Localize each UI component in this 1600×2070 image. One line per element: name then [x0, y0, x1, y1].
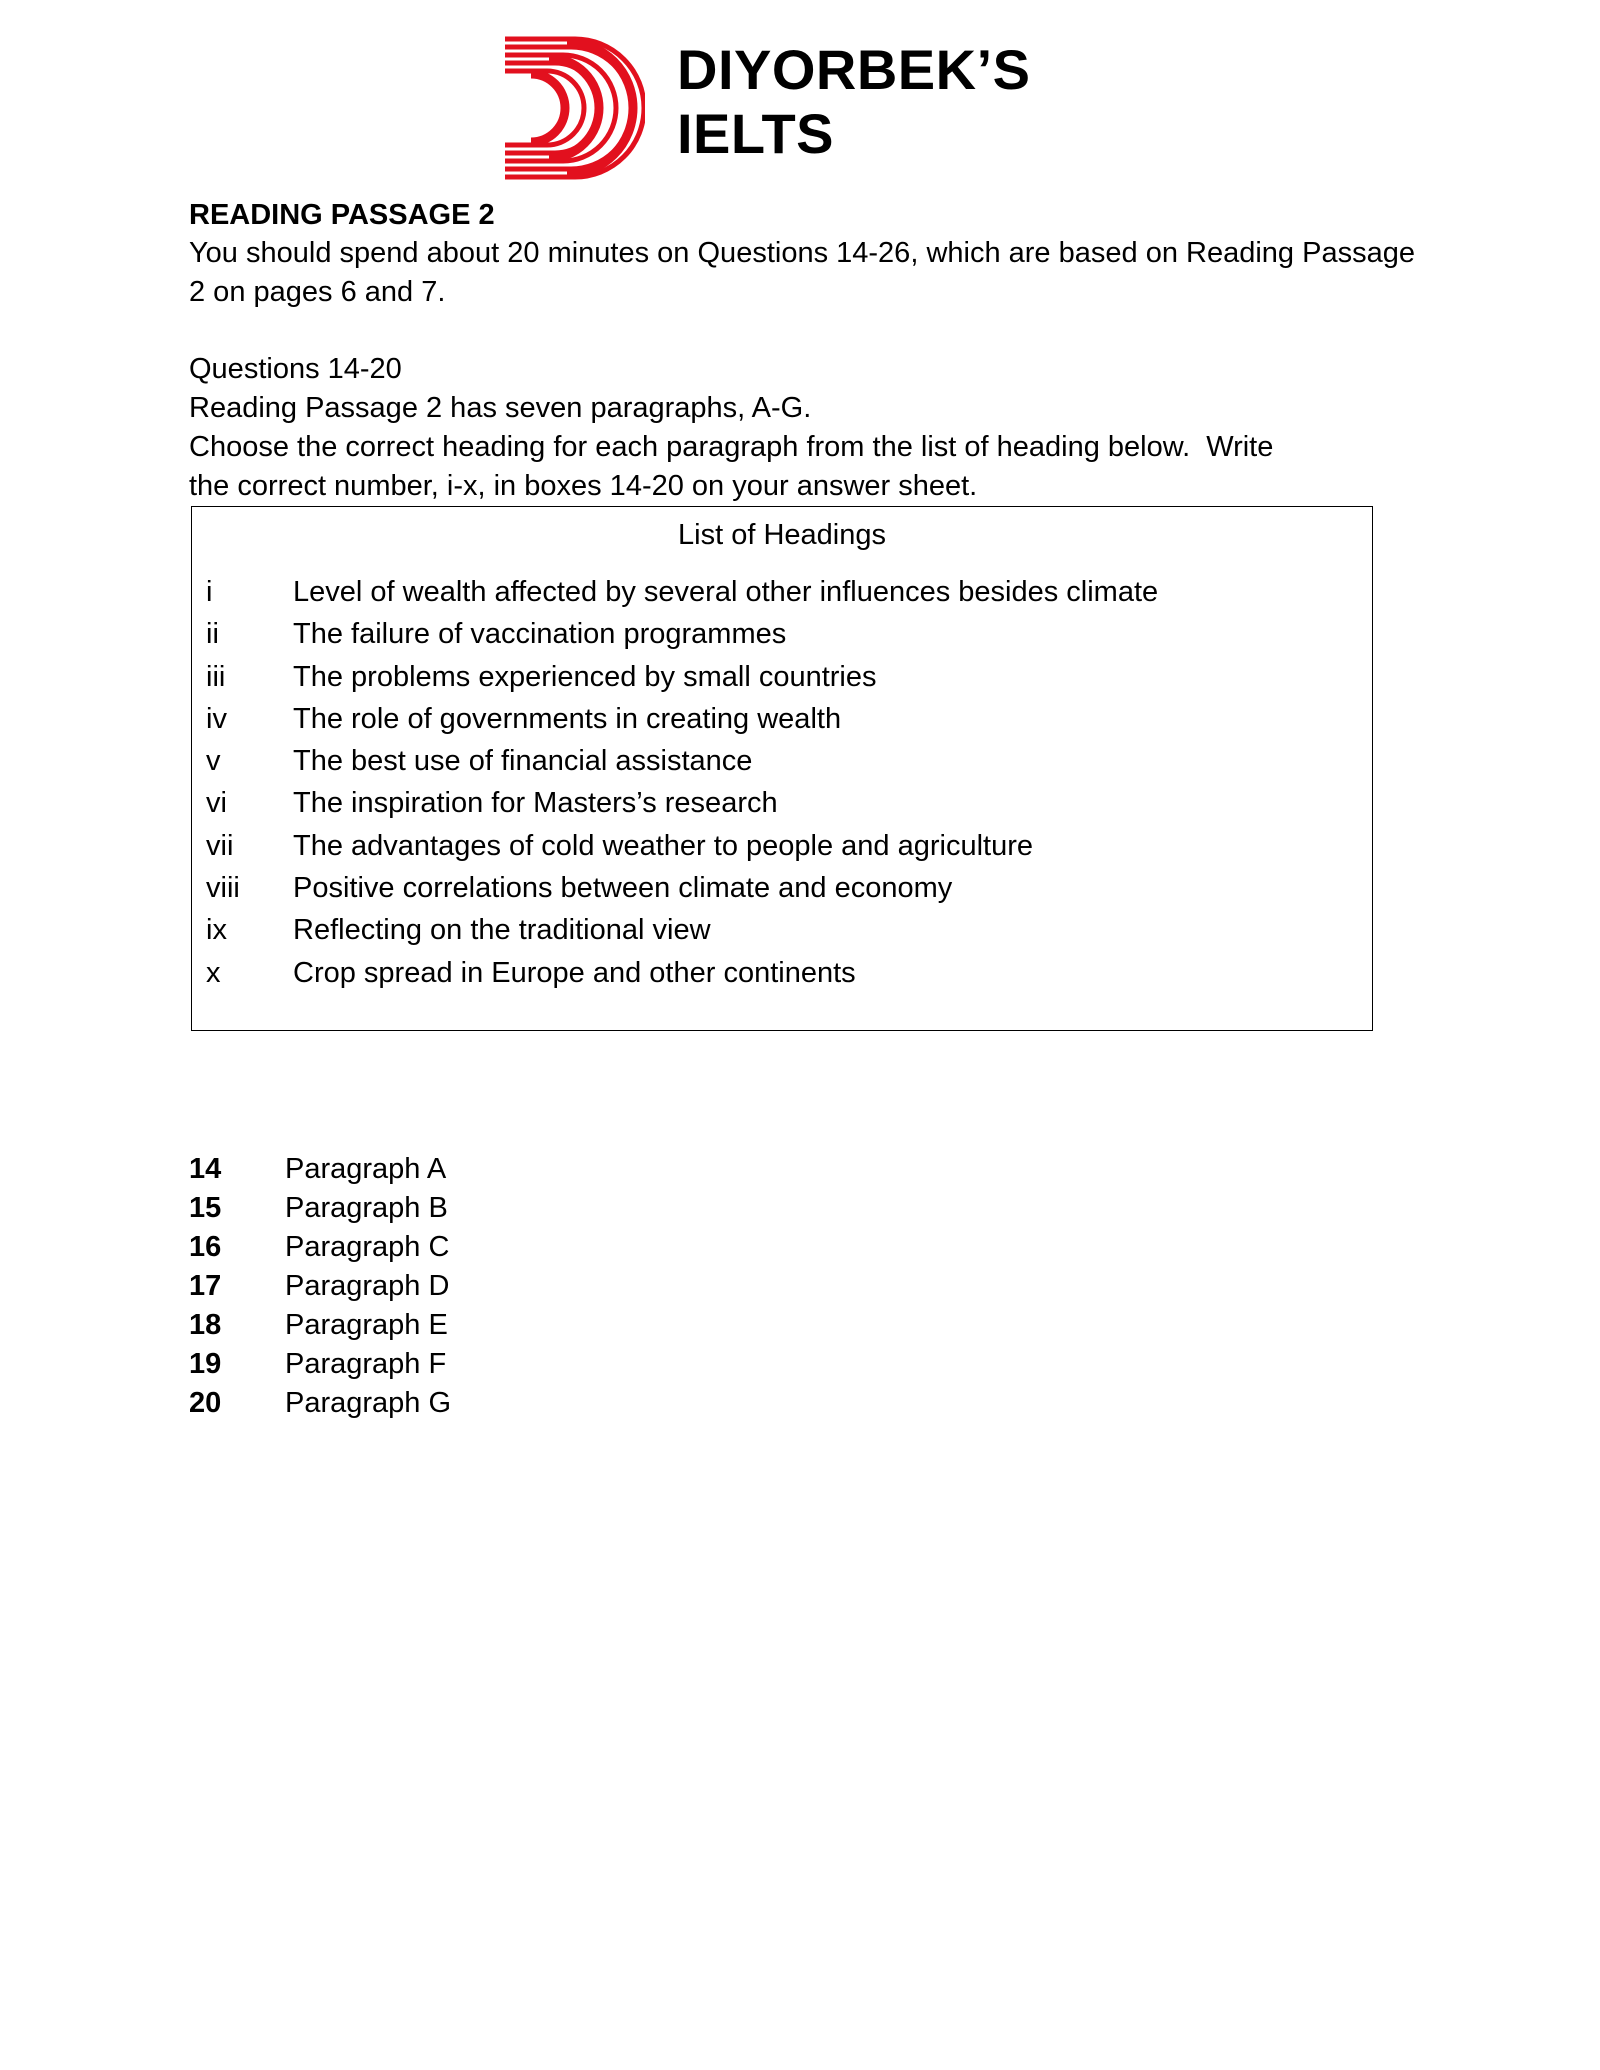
heading-text: Level of wealth affected by several other influences besides climate [293, 576, 1159, 608]
logo-wordmark [677, 38, 1031, 166]
heading-text: Crop spread in Europe and other continents [293, 956, 856, 989]
heading-number: viii [206, 872, 240, 905]
intro-instructions: You should spend about 20 minutes on Questions 14-26, which are based on Reading Passage 2 on pages 6 and 7. [189, 237, 1415, 308]
paragraph-label: Paragraph E [285, 1309, 448, 1341]
heading-number: iii [206, 660, 226, 693]
logo-line-2: IELTS [677, 102, 835, 165]
heading-number: ii [206, 618, 219, 651]
question-number: 15 [189, 1192, 222, 1224]
heading-number: ix [206, 914, 227, 947]
paragraph-label: Paragraph A [285, 1153, 447, 1185]
questions-range: Questions 14-20 [189, 353, 402, 385]
instruction-line: Reading Passage 2 has seven paragraphs, A-G. [189, 392, 812, 424]
list-of-headings-box [191, 506, 1373, 1031]
paragraph-label: Paragraph F [285, 1348, 447, 1380]
logo-arcs-icon [505, 36, 645, 181]
logo-line-1: DIYORBEK’S [677, 38, 1031, 101]
question-number: 18 [189, 1309, 222, 1341]
heading-text: Positive correlations between climate and economy [293, 872, 953, 905]
heading-text: Reflecting on the traditional view [293, 914, 711, 947]
instruction-line: Choose the correct heading for each paragraph from the list of heading below. Write [189, 431, 1274, 463]
question-number: 17 [189, 1270, 222, 1302]
questions-instructions [189, 389, 1419, 506]
heading-text: The inspiration for Masters’s research [293, 787, 778, 820]
brand-logo [505, 36, 1045, 181]
question-number: 19 [189, 1348, 222, 1380]
heading-number: vi [206, 787, 227, 820]
headings-title: List of Headings [678, 519, 886, 551]
question-number: 20 [189, 1387, 222, 1419]
paragraph-label: Paragraph C [285, 1231, 450, 1263]
paragraph-label: Paragraph G [285, 1387, 452, 1419]
paragraph-label: Paragraph B [285, 1192, 448, 1224]
heading-text: The role of governments in creating wealth [293, 702, 842, 735]
heading-text: The advantages of cold weather to people and agriculture [293, 829, 1033, 862]
question-number: 16 [189, 1231, 222, 1263]
heading-number: x [206, 956, 221, 989]
heading-text: The best use of financial assistance [293, 745, 753, 778]
section-title: READING PASSAGE 2 [189, 199, 495, 231]
heading-number: i [206, 576, 213, 608]
heading-text: The problems experienced by small countries [293, 660, 877, 693]
question-number: 14 [189, 1153, 222, 1185]
heading-number: v [206, 745, 221, 778]
heading-number: iv [206, 702, 227, 735]
instruction-line: the correct number, i-x, in boxes 14-20 on your answer sheet. [189, 470, 978, 502]
paragraph-label: Paragraph D [285, 1270, 450, 1302]
heading-number: vii [206, 829, 234, 862]
heading-text: The failure of vaccination programmes [293, 618, 787, 651]
